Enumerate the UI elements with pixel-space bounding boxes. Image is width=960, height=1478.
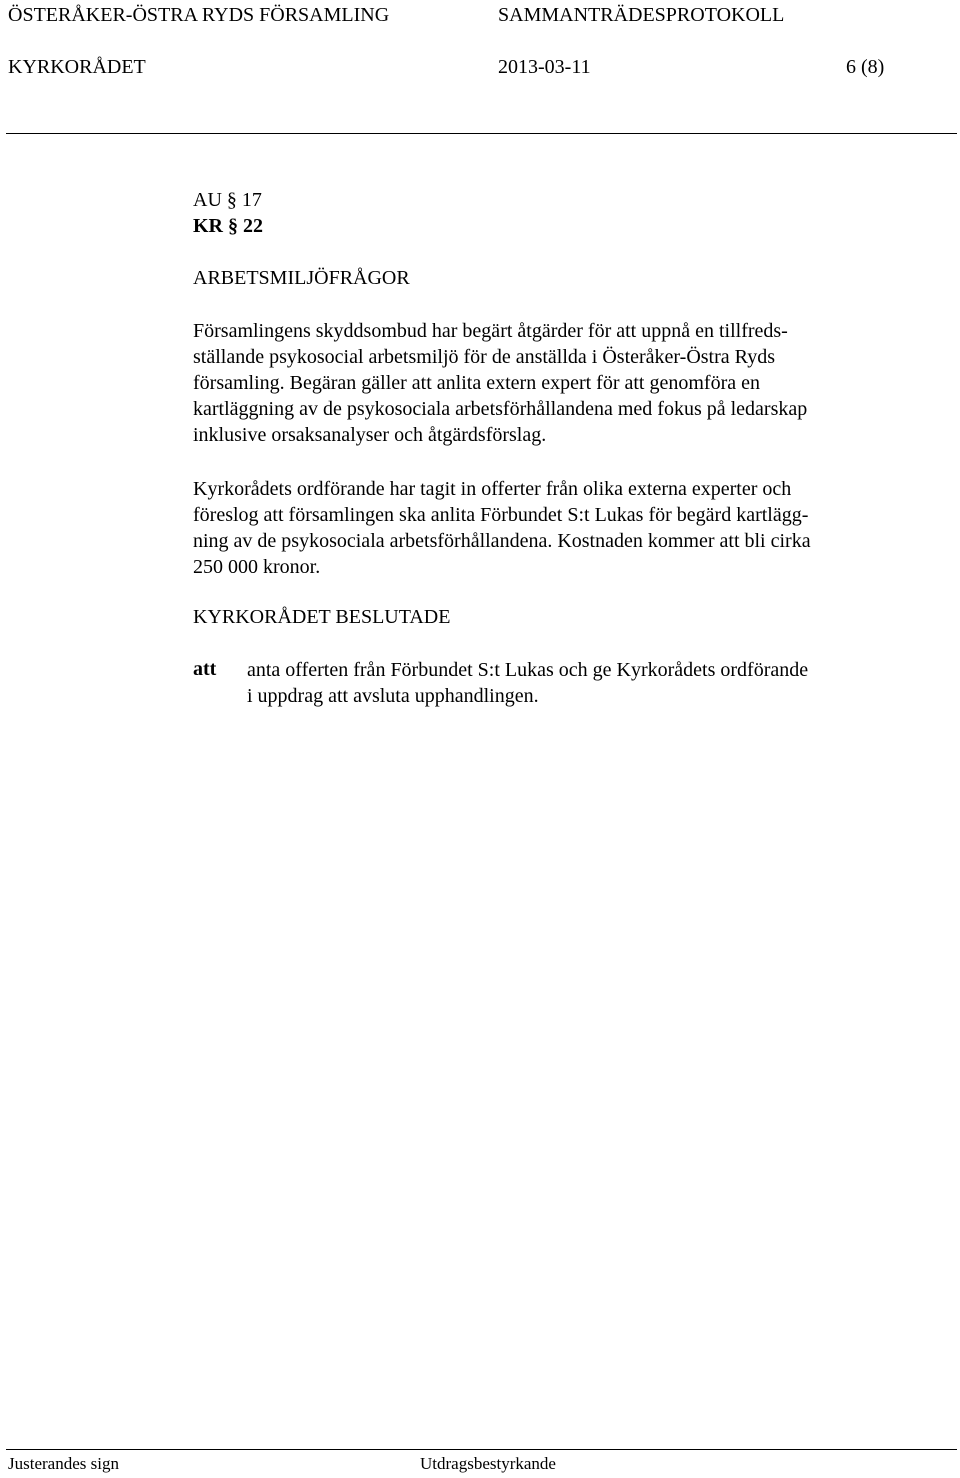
paragraph-line: inklusive orsaksanalyser och åtgärdsförslag. bbox=[193, 424, 547, 446]
paragraph-line: ning av de psykosociala arbetsförhållandena. Kostnaden kommer att bli cirka bbox=[193, 530, 811, 552]
decision-heading: KYRKORÅDET BESLUTADE bbox=[193, 606, 451, 628]
document-type: SAMMANTRÄDESPROTOKOLL bbox=[498, 4, 785, 26]
paragraph-line: ställande psykosocial arbetsmiljö för de anställda i Österåker-Östra Ryds bbox=[193, 346, 775, 368]
decision-keyword: att bbox=[193, 658, 217, 680]
page-number: 6 (8) bbox=[846, 56, 885, 78]
footer-divider bbox=[6, 1449, 957, 1450]
paragraph-offers bbox=[193, 476, 913, 580]
paragraph-line: Församlingens skyddsombud har begärt åtgärder för att uppnå en tillfreds- bbox=[193, 320, 788, 342]
paragraph-request bbox=[193, 318, 913, 448]
header-divider bbox=[6, 133, 957, 134]
footer-certification-label: Utdragsbestyrkande bbox=[420, 1454, 556, 1473]
body-name: KYRKORÅDET bbox=[8, 56, 146, 78]
meeting-date: 2013-03-11 bbox=[498, 56, 591, 78]
au-reference: AU § 17 bbox=[193, 189, 262, 211]
paragraph-line: kartläggning av de psykosociala arbetsförhållandena med fokus på ledarskap bbox=[193, 398, 808, 420]
paragraph-line: föreslog att församlingen ska anlita Förbundet S:t Lukas för begärd kartlägg- bbox=[193, 504, 809, 526]
decision-line: anta offerten från Förbundet S:t Lukas och ge Kyrkorådets ordförande bbox=[247, 659, 809, 681]
footer-signature-label: Justerandes sign bbox=[8, 1454, 119, 1473]
section-title: ARBETSMILJÖFRÅGOR bbox=[193, 267, 410, 289]
decision-line: i uppdrag att avsluta upphandlingen. bbox=[247, 685, 539, 707]
paragraph-line: 250 000 kronor. bbox=[193, 556, 321, 578]
paragraph-line: församling. Begäran gäller att anlita extern expert för att genomföra en bbox=[193, 372, 760, 394]
decision-text bbox=[247, 657, 907, 709]
kr-reference: KR § 22 bbox=[193, 215, 263, 237]
paragraph-line: Kyrkorådets ordförande har tagit in offerter från olika externa experter och bbox=[193, 478, 792, 500]
organization-name: ÖSTERÅKER-ÖSTRA RYDS FÖRSAMLING bbox=[8, 4, 390, 26]
